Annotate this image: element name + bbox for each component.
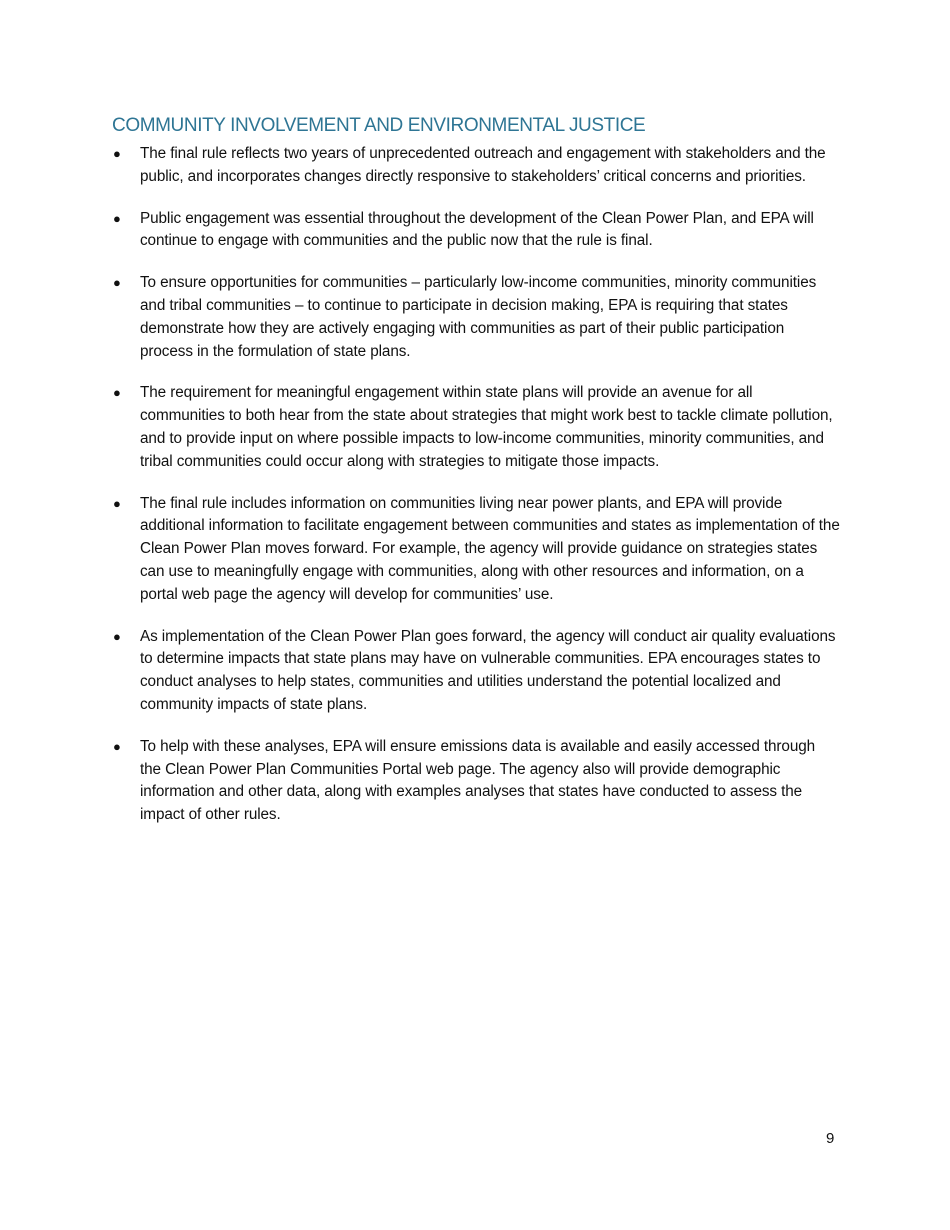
bullet-text: To ensure opportunities for communities – particularly low-income communities, minority communities and tribal communities – to continue to participate in decision making, EPA is requiring that states demonstrate how they are actively engaging with communities as part of their public participation process in the formulation of state plans. — [140, 274, 817, 360]
bullet-text: The final rule includes information on communities living near power plants, and EPA will provide additional information to facilitate engagement between communities and states as implementation of the Clean Power Plan moves forward. For example, the agency will provide guidance on strategies states can use to meaningfully engage with communities, along with other resources and information, on a portal web page the agency will develop for communities’ use. — [140, 494, 840, 603]
bullet-text: Public engagement was essential throughout the development of the Clean Power Plan, and EPA will continue to engage with communities and the public now that the rule is final. — [140, 209, 814, 250]
bullet-dot-icon: ● — [113, 738, 121, 754]
bullet-dot-icon: ● — [113, 275, 121, 291]
bullet-item — [112, 143, 840, 189]
section-heading: COMMUNITY INVOLVEMENT AND ENVIRONMENTAL JUSTICE — [112, 115, 646, 136]
bullet-dot-icon: ● — [113, 385, 121, 401]
bullet-list — [112, 143, 840, 846]
bullet-dot-icon: ● — [113, 628, 121, 644]
bullet-dot-icon: ● — [113, 146, 121, 161]
bullet-dot-icon: ● — [113, 210, 121, 226]
bullet-item — [112, 736, 840, 827]
bullet-dot-icon: ● — [113, 495, 121, 511]
bullet-text: The final rule reflects two years of unprecedented outreach and engagement with stakeholders and the public, and incorporates changes directly responsive to stakeholders’ critical concerns and priorities. — [140, 145, 826, 185]
bullet-item — [112, 272, 840, 363]
bullet-item — [112, 626, 840, 717]
bullet-text: To help with these analyses, EPA will ensure emissions data is available and easily accessed through the Clean Power Plan Communities Portal web page. The agency also will provide demographic information and other data, along with examples analyses that states have conducted to assess the impact of other rules. — [140, 737, 816, 824]
bullet-item — [112, 208, 840, 254]
bullet-text: The requirement for meaningful engagement within state plans will provide an avenue for all communities to both hear from the state about strategies that might work best to tackle climate pollution, and to provide input on where possible impacts to low-income communities, minority communities, and tribal communities could occur along with strategies to mitigate those impacts. — [140, 384, 833, 470]
page-number: 9 — [826, 1130, 835, 1147]
bullet-text: As implementation of the Clean Power Plan goes forward, the agency will conduct air quality evaluations to determine impacts that state plans may have on vulnerable communities. EPA encourages states to conduct analyses to help states, communities and utilities understand the potential localized and community impacts of state plans. — [140, 627, 836, 713]
bullet-item — [112, 493, 840, 607]
bullet-item — [112, 382, 840, 473]
